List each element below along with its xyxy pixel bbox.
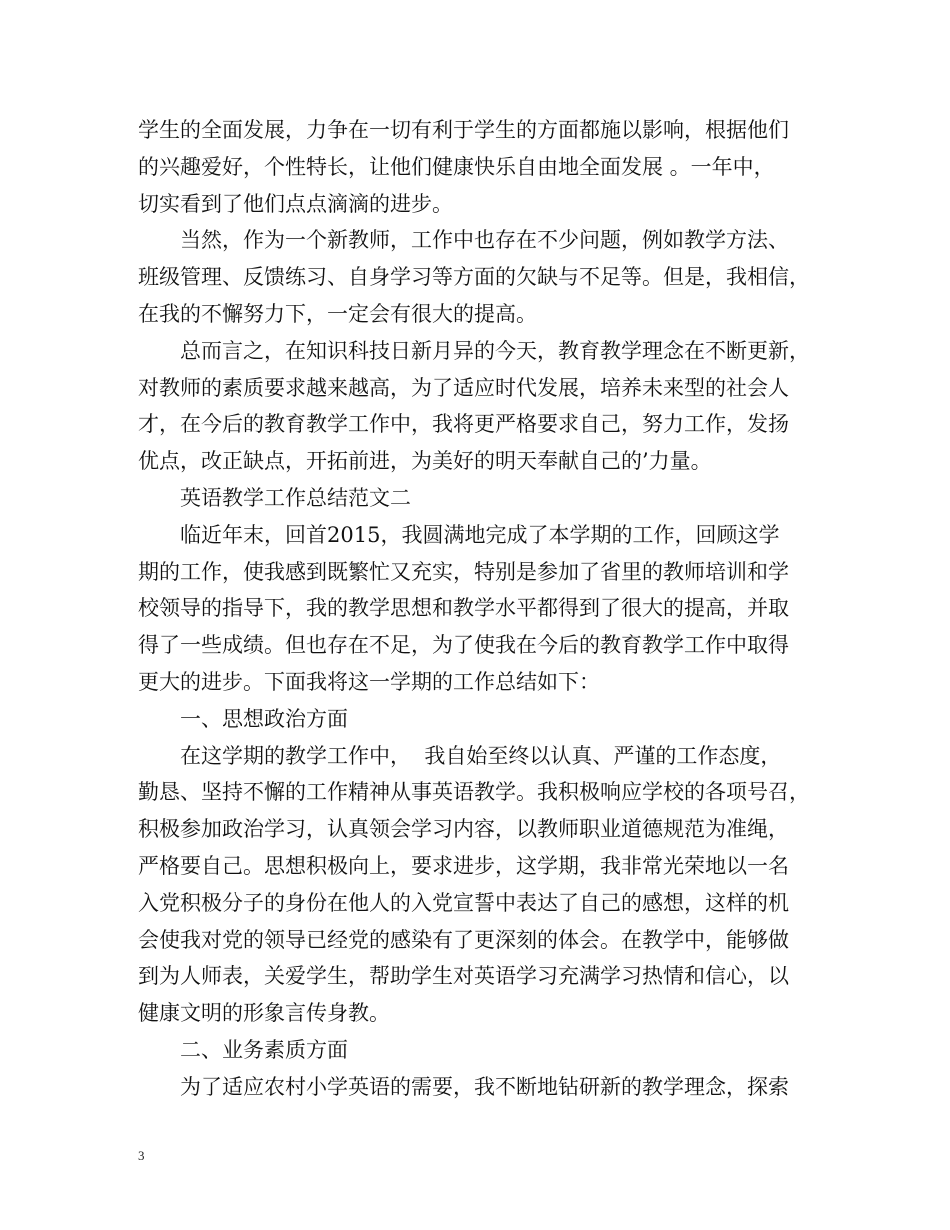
text-line: 切实看到了他们点点滴滴的进步。: [138, 191, 453, 216]
text-line: 健康文明的形象言传身教。: [138, 1001, 390, 1026]
text-line: 为了适应农村小学英语的需要，我不断地钻研新的教学理念，探索: [180, 1074, 789, 1099]
text-line: 积极参加政治学习，认真领会学习内容，以教师职业道德规范为准绳，: [138, 817, 789, 842]
text-line: 到为人师表，关爱学生，帮助学生对英语学习充满学习热情和信心，以: [138, 964, 789, 989]
text-line: 优点，改正缺点，开拓前进，为美好的明天奉献自己的’力量。: [138, 449, 712, 474]
text-line: 勤恳、坚持不懈的工作精神从事英语教学。我积极响应学校的各项号召，: [138, 780, 810, 805]
document-body: [138, 112, 828, 1106]
text-line: 期的工作，使我感到既繁忙又充实，特别是参加了省里的教师培训和学: [138, 559, 789, 584]
text-line: 的兴趣爱好，个性特长，让他们健康快乐自由地全面发展 。一年中，: [138, 154, 775, 179]
text-line: 临近年末，回首2015，我圆满地完成了本学期的工作，回顾这学: [180, 522, 780, 547]
text-line: 总而言之，在知识科技日新月异的今天，教育教学理念在不断更新，: [180, 338, 810, 363]
text-line: 班级管理、反馈练习、自身学习等方面的欠缺与不足等。但是，我相信，: [138, 265, 810, 290]
text-line: 入党积极分子的身份在他人的入党宣誓中表达了自己的感想，这样的机: [138, 890, 789, 915]
text-line: 才，在今后的教育教学工作中，我将更严格要求自己，努力工作，发扬: [138, 412, 789, 437]
text-line: 对教师的素质要求越来越高，为了适应时代发展，培养未来型的社会人: [138, 375, 789, 400]
text-line: 得了一些成绩。但也存在不足，为了使我在今后的教育教学工作中取得: [138, 633, 789, 658]
page-number: 3: [138, 1148, 145, 1163]
text-line: 二、业务素质方面: [180, 1037, 348, 1062]
text-line: 更大的进步。下面我将这一学期的工作总结如下：: [138, 669, 600, 694]
text-line: 一、思想政治方面: [180, 706, 348, 731]
text-line: 当然，作为一个新教师，工作中也存在不少问题，例如教学方法、: [180, 228, 789, 253]
text-line: 会使我对党的领导已经党的感染有了更深刻的体会。在教学中，能够做: [138, 927, 789, 952]
text-line: 在这学期的教学工作中， 我自始至终以认真、严谨的工作态度，: [180, 743, 782, 768]
text-line: 严格要自己。思想积极向上，要求进步，这学期，我非常光荣地以一名: [138, 853, 789, 878]
text-line: 英语教学工作总结范文二: [180, 485, 411, 510]
text-line: 学生的全面发展，力争在一切有利于学生的方面都施以影响，根据他们: [138, 118, 789, 142]
text-line: 校领导的指导下，我的教学思想和教学水平都得到了很大的提高，并取: [138, 596, 789, 621]
text-line: 在我的不懈努力下，一定会有很大的提高。: [138, 301, 537, 326]
